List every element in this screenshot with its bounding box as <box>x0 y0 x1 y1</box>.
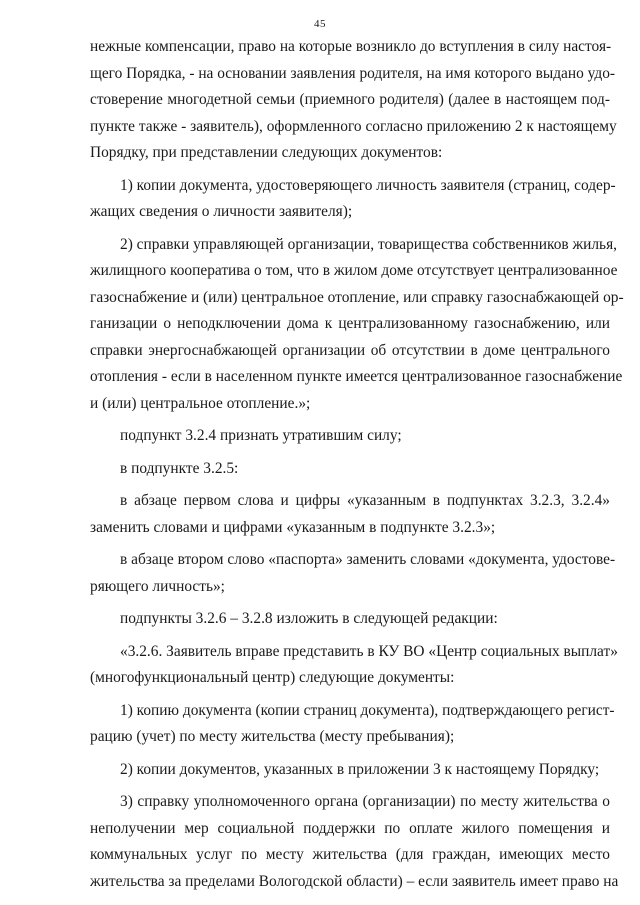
text-line: газоснабжение и (или) центральное отопление, или справку газоснабжающей ор- <box>90 288 624 306</box>
text-line: 2) справки управляющей организации, товарищества собственников жилья, <box>120 235 618 253</box>
text-line: (многофункциональный центр) следующие документы: <box>90 669 455 686</box>
text-line: подпункты 3.2.6 – 3.2.8 изложить в следующей редакции: <box>120 610 498 627</box>
text-line: справки энергоснабжающей организации об отсутствии в доме центрального <box>90 341 610 359</box>
text-line: нежные компенсации, право на которые возникло до вступления в силу настоя- <box>90 38 612 55</box>
text-line: жительства за пределами Вологодской области) – если заявитель имеет право на <box>90 872 619 890</box>
document-body <box>90 34 624 895</box>
text-line: коммунальных услуг по месту жительства (для граждан, имеющих место <box>90 846 610 863</box>
text-line: стоверение многодетной семьи (приемного родителя) (далее в настоящем под- <box>90 91 610 108</box>
text-line: в абзаце первом слова и цифры «указанным в подпунктах 3.2.3, 3.2.4» <box>120 492 610 509</box>
text-line: «3.2.6. Заявитель вправе представить в КУ ВО «Центр социальных выплат» <box>120 642 618 660</box>
page-number: 45 <box>314 18 326 30</box>
text-line: и (или) центральное отопление.»; <box>90 394 311 412</box>
text-line: пункте также - заявитель), оформленного согласно приложению 2 к настоящему <box>90 117 617 135</box>
text-line: ряющего личность»; <box>90 577 225 595</box>
text-line: неполучении мер социальной поддержки по оплате жилого помещения и <box>90 819 610 837</box>
text-line: 2) копии документов, указанных в приложении 3 к настоящему Порядку; <box>120 760 600 778</box>
text-line: 3) справку уполномоченного органа (организации) по месту жительства о <box>120 793 610 810</box>
text-line: подпункт 3.2.4 признать утратившим силу; <box>120 427 402 444</box>
text-line: 1) копии документа, удостоверяющего личность заявителя (страниц, содер- <box>120 176 616 194</box>
text-line: щего Порядка, - на основании заявления родителя, на имя которого выдано удо- <box>90 64 616 82</box>
text-line: заменить словами и цифрами «указанным в подпункте 3.2.3»; <box>90 518 496 536</box>
text-line: ганизации о неподключении дома к централизованному газоснабжению, или <box>90 315 610 332</box>
text-line: рацию (учет) по месту жительства (месту пребывания); <box>90 728 455 745</box>
text-line: жилищного кооператива о том, что в жилом доме отсутствует централизованное <box>90 262 618 279</box>
text-line: отопления - если в населенном пункте имеется централизованное газоснабжение <box>90 368 623 385</box>
text-line: жащих сведения о личности заявителя); <box>90 203 353 220</box>
text-line: 1) копию документа (копии страниц документа), подтверждающего регист- <box>120 701 615 719</box>
text-line: Порядку, при представлении следующих документов: <box>90 144 443 161</box>
text-line: в абзаце втором слово «паспорта» заменить словами «документа, удостове- <box>120 551 616 568</box>
text-line: в подпункте 3.2.5: <box>120 459 239 477</box>
